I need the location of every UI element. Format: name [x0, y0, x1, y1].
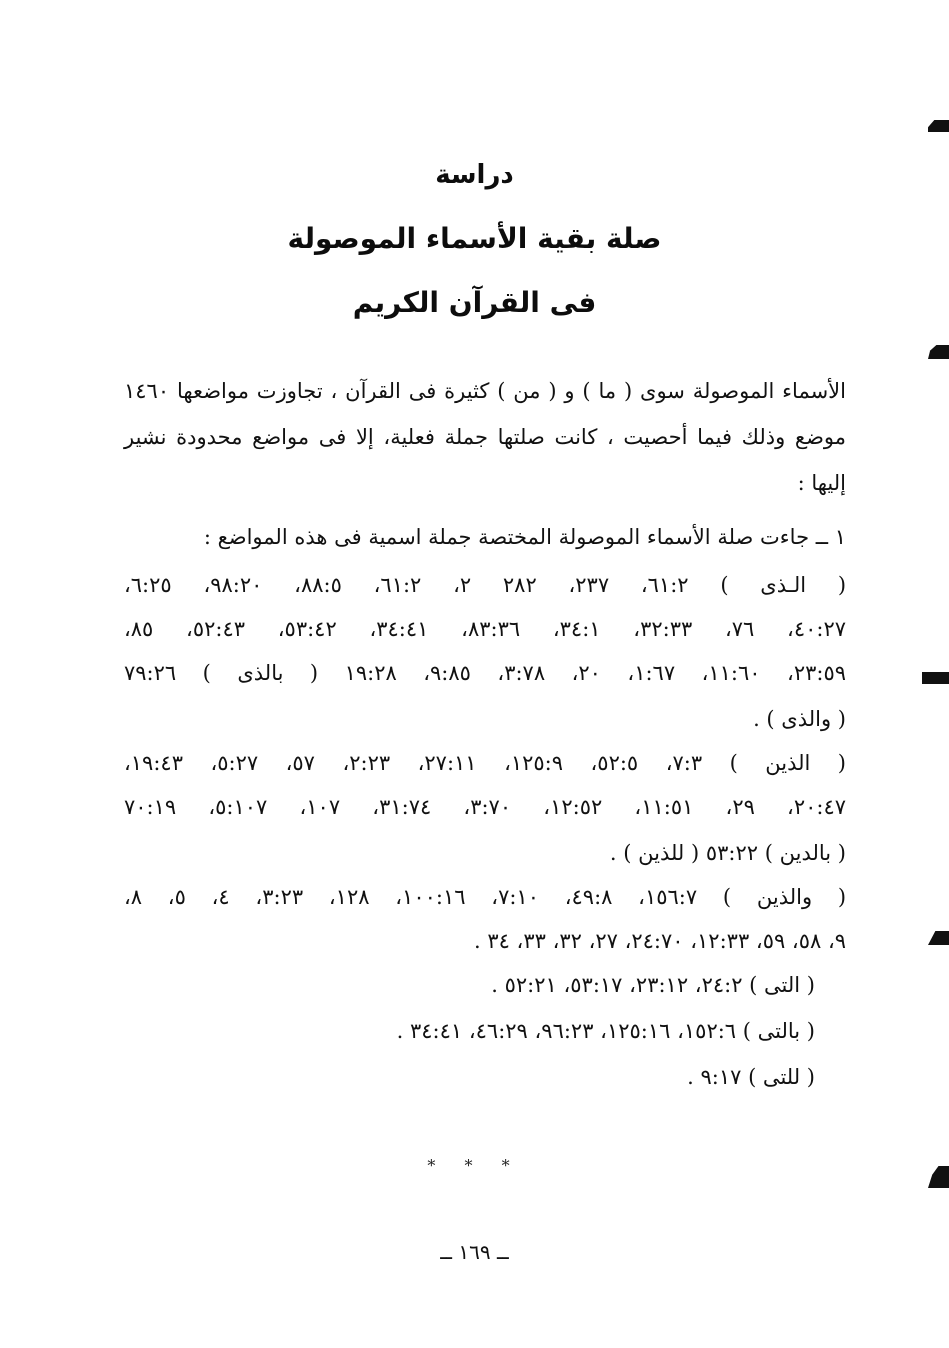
- alladhi-line-2: ٤٠:٢٧، ٧٦، ٣٢:٣٣، ٣٤:١، ٨٣:٣٦، ٣٤:٤١، ٥٣:٤٢، ٥٢:٤٣، ٨٥،: [124, 617, 847, 641]
- lillati-line: ( للتى ) ٩:١٧ .: [687, 1065, 815, 1089]
- alladhi-line-3: ٢٣:٥٩، ١١:٦٠، ١:٦٧، ٢٠، ٣:٧٨، ٩:٨٥، ١٩:٢٨ ( بالذى ) ٧٩:٢٦: [124, 661, 847, 685]
- heading-line-1: دراسة: [435, 160, 514, 190]
- section-separator: * * *: [427, 1156, 522, 1175]
- waalladhina-line-1: ( والذين ) ١٥٦:٧، ٤٩:٨، ٧:١٠، ١٠٠:١٦، ١٢٨، ٣:٢٣، ٤، ٥، ٨،: [124, 885, 847, 909]
- page-number: ــ ١٦٩ ــ: [440, 1240, 509, 1264]
- alladhina-line-2: ٢٠:٤٧، ٢٩، ١١:٥١، ١٢:٥٢، ٣:٧٠، ٣١:٧٤، ١٠٧، ٥:١٠٧، ٧٠:١٩: [124, 795, 847, 819]
- alladhi-line-1: ( الـذى ) ٦١:٢، ٢٣٧، ٢٨٢ ٢، ٦١:٢، ٨٨:٥، ٩٨:٢٠، ٦:٢٥،: [124, 573, 847, 597]
- binding-mark: [928, 931, 949, 945]
- waalladhina-line-2: ٩، ٥٨، ٥٩، ١٢:٣٣، ٢٤:٧٠، ٢٧، ٣٢، ٣٣، ٣٤ .: [473, 929, 846, 953]
- binding-mark: [928, 345, 949, 359]
- alladhina-line-1: ( الذين ) ٧:٣، ٥٢:٥، ١٢٥:٩، ٢٧:١١، ٢:٢٣، ٥٧، ٥:٢٧، ١٩:٤٣،: [124, 751, 846, 775]
- heading-line-3: فى القرآن الكريم: [352, 286, 597, 319]
- intro-paragraph: الأسماء الموصولة سوى ( ما ) و ( من ) كثيرة فى القرآن ، تجاوزت مواضعها ١٤٦٠ موضع وذلك فيما أحصيت ، كانت صلتها جملة فعلية، إلا فى مواضع محدودة نشير إليها :: [124, 379, 846, 495]
- alladhi-line-4: ( والذى ) .: [753, 707, 846, 731]
- alladhina-line-3: ( بالدين ) ٥٣:٢٢ ( للذين ) .: [609, 841, 846, 865]
- section1-heading: ١ ــ جاءت صلة الأسماء الموصولة المختصة جملة اسمية فى هذه المواضع :: [203, 525, 846, 549]
- binding-mark: [922, 672, 949, 684]
- binding-mark: [928, 120, 949, 132]
- heading-line-2: صلة بقية الأسماء الموصولة: [287, 222, 662, 255]
- billati-line: ( بالتى ) ١٥٢:٦، ١٢٥:١٦، ٩٦:٢٣، ٤٦:٢٩، ٣٤:٤١ .: [396, 1019, 815, 1043]
- allati-line: ( التى ) ٢٤:٢، ٢٣:١٢، ٥٣:١٧، ٥٢:٢١ .: [491, 973, 815, 997]
